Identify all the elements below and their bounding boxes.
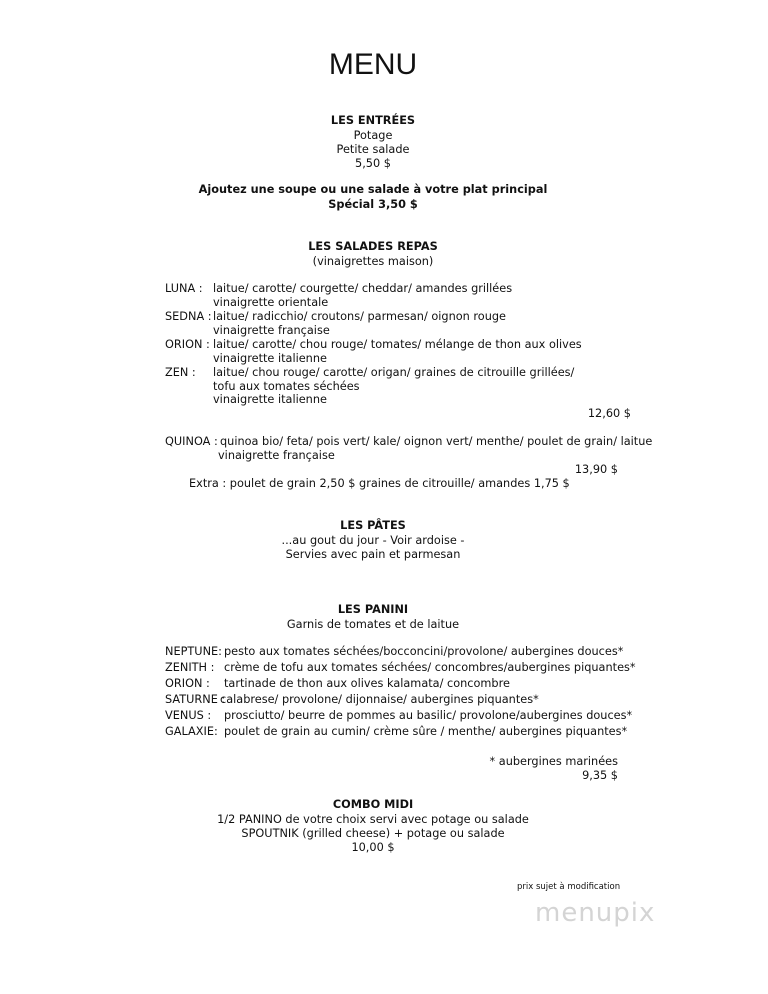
panini-desc: crème de tofu aux tomates séchées/ concombres/aubergines piquantes* [224, 661, 636, 674]
panini-desc: tartinade de thon aux olives kalamata/ concombre [224, 677, 510, 690]
combo-price: 10,00 $ [351, 841, 395, 854]
panini-name: ORION : [165, 677, 210, 690]
salades-price: 12,60 $ [587, 407, 631, 420]
menu-title: MENU [328, 48, 418, 81]
panini-price: 9,35 $ [582, 769, 618, 782]
promo-price: Spécial 3,50 $ [328, 198, 418, 211]
panini-note: * aubergines marinées [489, 755, 618, 768]
panini-name: NEPTUNE: [165, 645, 222, 658]
panini-name: VENUS : [165, 709, 212, 722]
panini-name: ZENITH : [165, 661, 215, 674]
salad-desc: laitue/ radicchio/ croutons/ parmesan/ oignon rouge [213, 310, 506, 323]
watermark-logo: menupix [535, 898, 656, 928]
salad-desc: laitue/ carotte/ courgette/ cheddar/ amandes grillées [213, 282, 513, 295]
entree-item: Potage [353, 129, 393, 142]
panini-desc: calabrese/ provolone/ dijonnaise/ aubergines piquantes* [220, 693, 539, 706]
quinoa-price: 13,90 $ [574, 463, 618, 476]
quinoa-desc: quinoa bio/ feta/ pois vert/ kale/ oignon vert/ menthe/ poulet de grain/ laitue [220, 435, 653, 448]
panini-heading: LES PANINI [337, 603, 409, 616]
salad-desc: laitue/ chou rouge/ carotte/ origan/ graines de citrouille grillées/ [213, 366, 575, 379]
salad-name: SEDNA : [165, 310, 212, 323]
salad-desc: laitue/ carotte/ chou rouge/ tomates/ mélange de thon aux olives [213, 338, 582, 351]
entree-item: Petite salade [336, 143, 410, 156]
salad-name: LUNA : [165, 282, 203, 295]
quinoa-dressing: vinaigrette française [218, 449, 335, 462]
pates-heading: LES PÂTES [340, 519, 406, 532]
entrees-heading: LES ENTRÉES [330, 114, 416, 127]
salad-dressing: vinaigrette italienne [213, 393, 327, 406]
entree-price: 5,50 $ [355, 157, 391, 170]
salad-dressing: vinaigrette orientale [213, 296, 329, 309]
salad-desc: tofu aux tomates séchées [213, 380, 360, 393]
pates-line: Servies avec pain et parmesan [285, 548, 461, 561]
panini-desc: poulet de grain au cumin/ crème sûre / menthe/ aubergines piquantes* [224, 725, 628, 738]
salades-extra: Extra : poulet de grain 2,50 $ graines de citrouille/ amandes 1,75 $ [189, 477, 570, 490]
panini-desc: prosciutto/ beurre de pommes au basilic/ provolone/aubergines douces* [224, 709, 633, 722]
salad-dressing: vinaigrette française [213, 324, 330, 337]
promo-text: Ajoutez une soupe ou une salade à votre plat principal [198, 183, 548, 196]
combo-line: SPOUTNIK (grilled cheese) + potage ou salade [241, 827, 505, 840]
salad-name: ORION : [165, 338, 210, 351]
quinoa-name: QUINOA : [165, 435, 218, 448]
salades-subtitle: (vinaigrettes maison) [312, 255, 434, 268]
salades-heading: LES SALADES REPAS [308, 240, 438, 253]
salad-dressing: vinaigrette italienne [213, 352, 327, 365]
pates-line: ...au gout du jour - Voir ardoise - [281, 534, 465, 547]
panini-name: SATURNE : [165, 693, 226, 706]
panini-subtitle: Garnis de tomates et de laitue [286, 618, 460, 631]
salad-name: ZEN : [165, 366, 196, 379]
panini-desc: pesto aux tomates séchées/bocconcini/provolone/ aubergines douces* [224, 645, 624, 658]
combo-heading: COMBO MIDI [332, 798, 414, 811]
combo-line: 1/2 PANINO de votre choix servi avec potage ou salade [217, 813, 529, 826]
price-notice: prix sujet à modification [517, 882, 621, 892]
panini-name: GALAXIE: [165, 725, 218, 738]
